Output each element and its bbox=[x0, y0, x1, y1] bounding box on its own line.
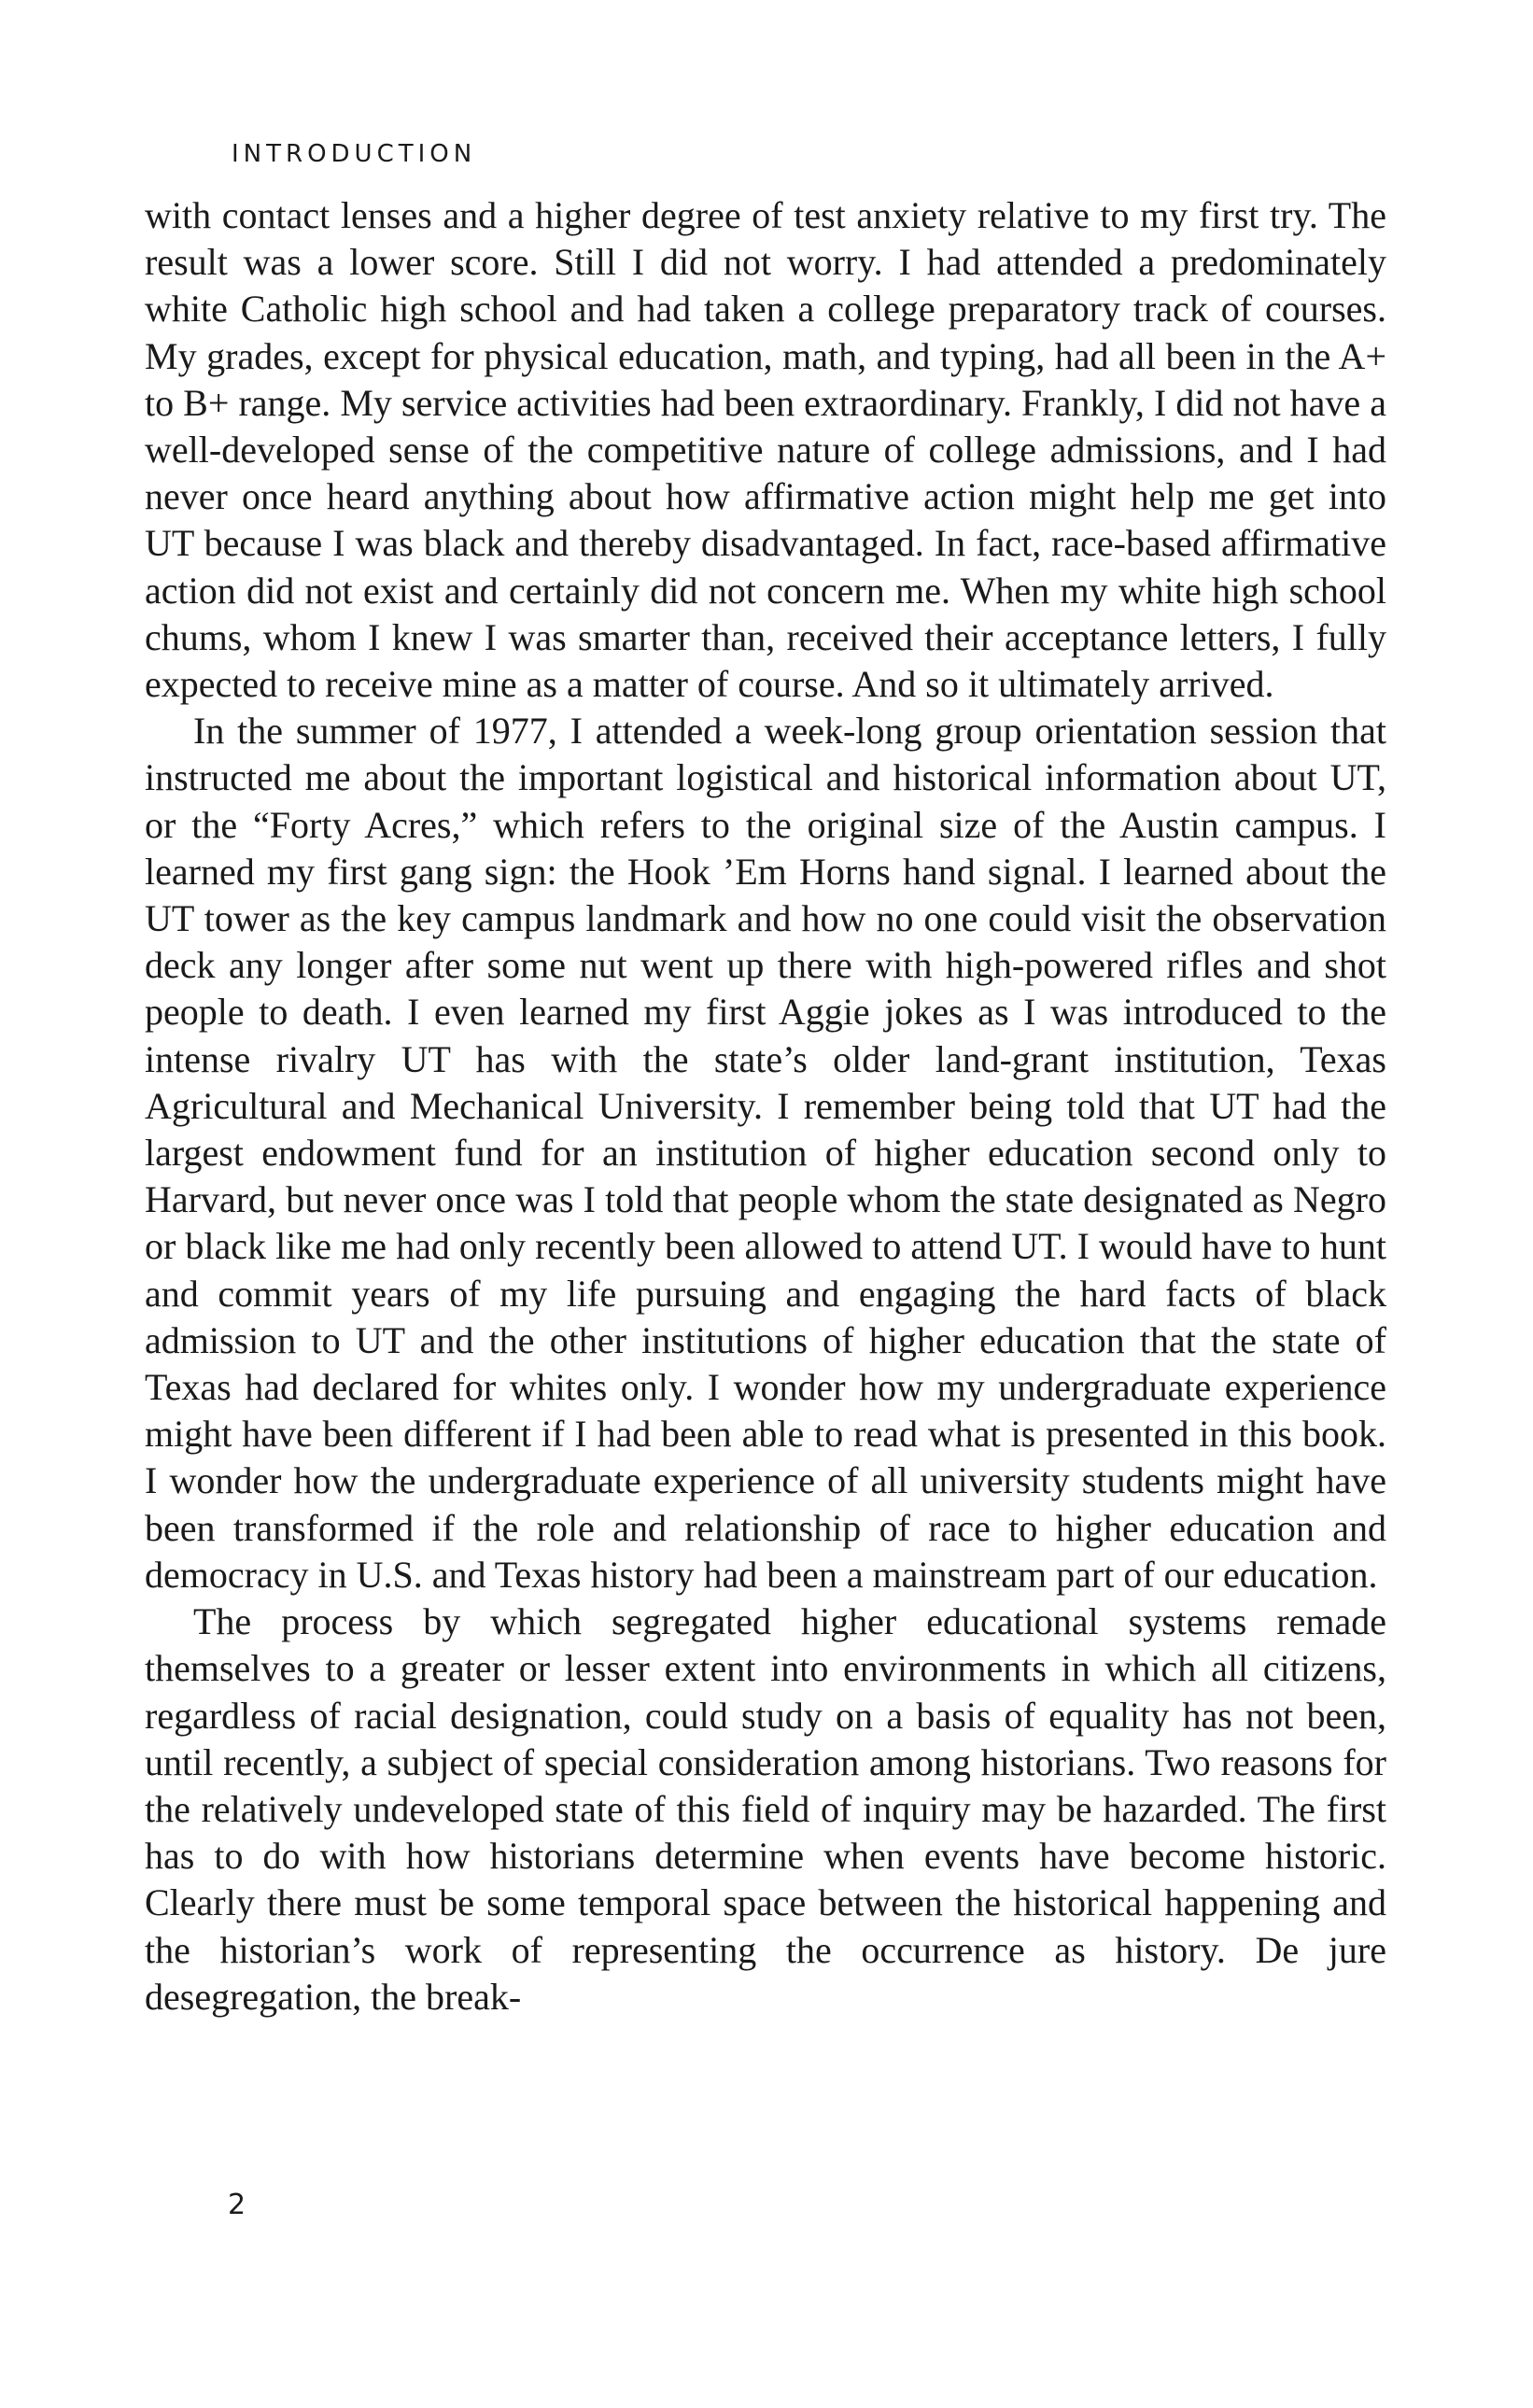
paragraph-continued: with contact lenses and a higher degree of test anxiety relative to my first try. The result was a lower score. Still I did not worry. I had attended a predominately white Catholic high school and had taken a college preparatory track of courses. My grades, except for physical education, math, and typing, had all been in the A+ to B+ range. My service activities had been extraordinary. Frankly, I did not have a well-developed sense of the competitive nature of college admissions, and I had never once heard anything about how affirmative action might help me get into UT because I was black and thereby disadvantaged. In fact, race-based affirmative action did not exist and certainly did not concern me. When my white high school chums, whom I knew I was smarter than, received their acceptance letters, I fully expected to receive mine as a matter of course. And so it ultimately arrived. bbox=[145, 194, 1386, 706]
body-text bbox=[145, 192, 1386, 2021]
paragraph-orientation: In the summer of 1977, I attended a week-long group orientation session that instructed me about the important logistical and historical information about UT, or the “Forty Acres,” which refers to the original size of the Austin campus. I learned my first gang sign: the Hook ’Em Horns hand signal. I learned about the UT tower as the key campus landmark and how no one could visit the observation deck any longer after some nut went up there with high-powered rifles and shot people to death. I even learned my first Aggie jokes as I was introduced to the intense rivalry UT has with the state’s older land-grant institution, Texas Agricultural and Mechanical University. I remember being told that UT had the largest endowment fund for an institution of higher education second only to Harvard, but never once was I told that people whom the state designated as Negro or black like me had only recently been allowed to attend UT. I would have to hunt and commit years of my life pursuing and engaging the hard facts of black admission to UT and the other institutions of higher education that the state of Texas had declared for whites only. I wonder how my undergraduate experience might have been different if I had been able to read what is presented in this book. I wonder how the undergraduate experience of all university students might have been transformed if the role and relationship of race to higher education and democracy in U.S. and Texas history had been a mainstream part of our education. bbox=[145, 710, 1386, 1596]
running-head: INTRODUCTION bbox=[232, 140, 477, 168]
paragraph-desegregation: The process by which segregated higher educational systems remade themselves to a greater or lesser extent into environments in which all citizens, regardless of racial designation, could study on a basis of equality has not been, until recently, a subject of special consideration among historians. Two reasons for the relatively undeveloped state of this field of inquiry may be hazarded. The first has to do with how historians determine when events have become historic. Clearly there must be some temporal space between the historical happening and the historian’s work of representing the occurrence as history. De jure desegregation, the break- bbox=[145, 1600, 1386, 2018]
page-number: 2 bbox=[228, 2189, 246, 2221]
